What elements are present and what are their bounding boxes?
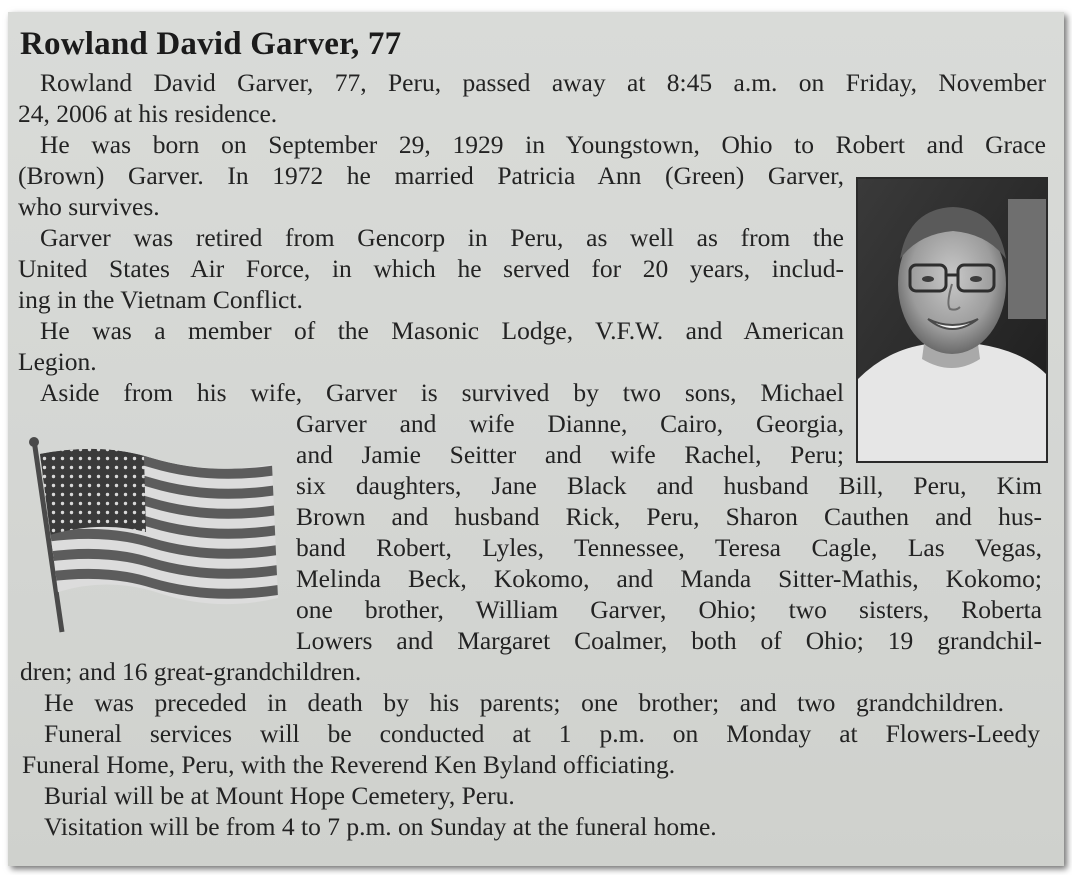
obituary-line: and Jamie Seitter and wife Rachel, Peru; xyxy=(296,440,844,469)
obituary-line: He was preceded in death by his parents; one brother; and two grandchildren. xyxy=(44,688,1004,717)
obituary-line: who survives. xyxy=(18,192,160,221)
obituary-line: Burial will be at Mount Hope Cemetery, Peru. xyxy=(44,781,515,810)
american-flag-graphic xyxy=(22,436,284,636)
obituary-headline: Rowland David Garver, 77 xyxy=(20,26,402,62)
obituary-line: Legion. xyxy=(18,347,97,376)
obituary-line: six daughters, Jane Black and husband Bill, Peru, Kim xyxy=(296,471,1042,500)
obituary-line: Funeral Home, Peru, with the Reverend Ken Byland officiating. xyxy=(22,750,676,779)
obituary-line: dren; and 16 great-grandchildren. xyxy=(20,657,362,686)
obituary-line: United States Air Force, in which he served for 20 years, includ- xyxy=(18,254,844,283)
obituary-line: one brother, William Garver, Ohio; two sisters, Roberta xyxy=(296,595,1042,624)
obituary-line: He was born on September 29, 1929 in Youngstown, Ohio to Robert and Grace xyxy=(40,130,1046,159)
obituary-line: Rowland David Garver, 77, Peru, passed away at 8:45 a.m. on Friday, November xyxy=(40,68,1046,97)
portrait-photo xyxy=(856,177,1048,463)
obituary-line: band Robert, Lyles, Tennessee, Teresa Cagle, Las Vegas, xyxy=(296,533,1042,562)
obituary-line: ing in the Vietnam Conflict. xyxy=(18,285,303,314)
obituary-line: He was a member of the Masonic Lodge, V.F.W. and American xyxy=(40,316,844,345)
obituary-line: Melinda Beck, Kokomo, and Manda Sitter-Mathis, Kokomo; xyxy=(296,564,1042,593)
portrait-image xyxy=(858,179,1046,461)
newspaper-clipping xyxy=(8,12,1064,866)
obituary-line: Aside from his wife, Garver is survived by two sons, Michael xyxy=(40,378,844,407)
obituary-line: Funeral services will be conducted at 1 p.m. on Monday at Flowers-Leedy xyxy=(44,719,1040,748)
obituary-line: Lowers and Margaret Coalmer, both of Ohio; 19 grandchil- xyxy=(296,626,1042,655)
obituary-line: Garver and wife Dianne, Cairo, Georgia, xyxy=(296,409,844,438)
obituary-line: (Brown) Garver. In 1972 he married Patricia Ann (Green) Garver, xyxy=(18,161,844,190)
obituary-line: Brown and husband Rick, Peru, Sharon Cauthen and hus- xyxy=(296,502,1042,531)
obituary-line: Garver was retired from Gencorp in Peru, as well as from the xyxy=(40,223,844,252)
obituary-line: Visitation will be from 4 to 7 p.m. on Sunday at the funeral home. xyxy=(44,812,717,841)
obituary-line: 24, 2006 at his residence. xyxy=(18,99,278,128)
